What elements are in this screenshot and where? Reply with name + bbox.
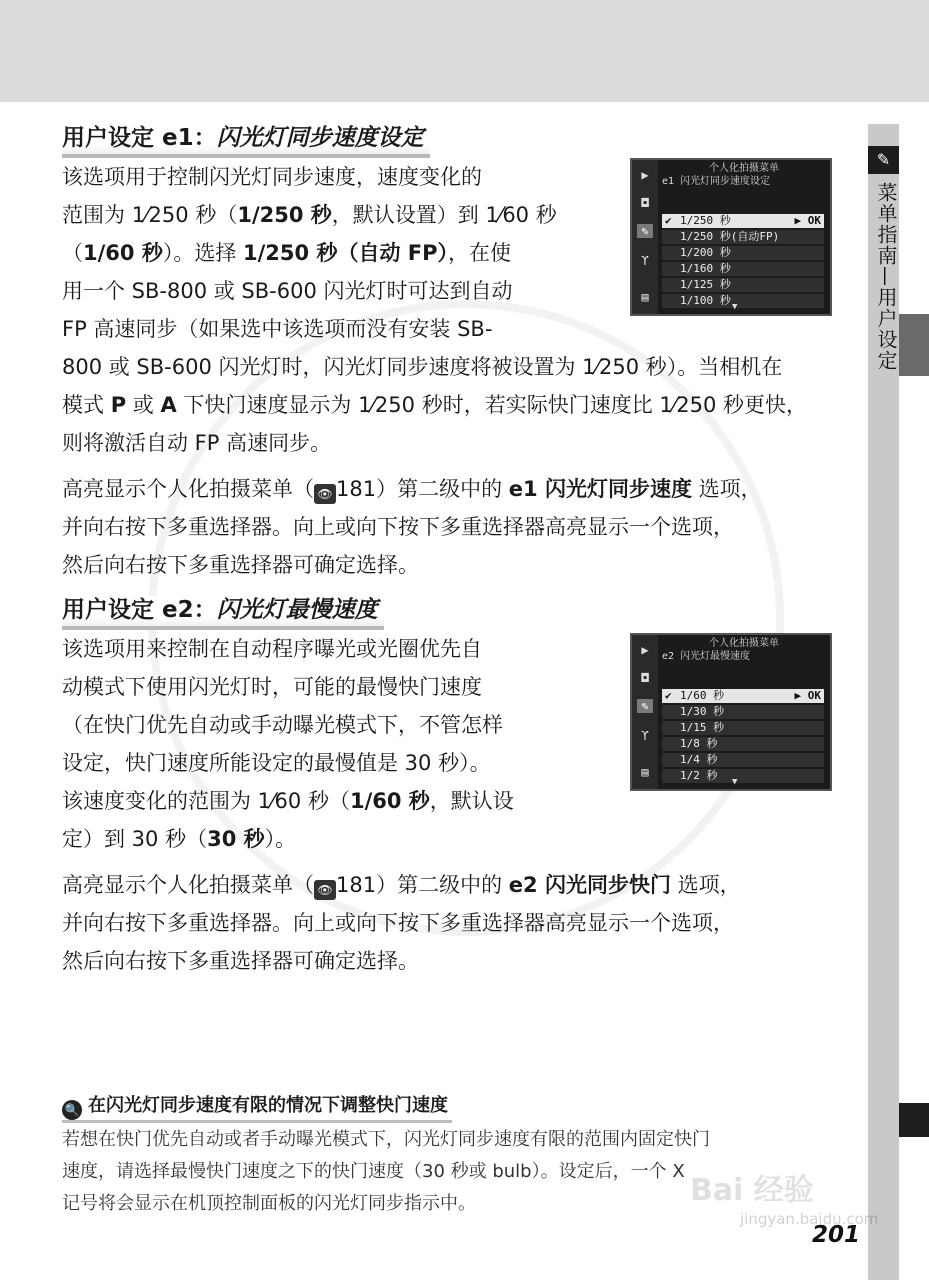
heading-title: 闪光灯最慢速度 xyxy=(216,597,378,623)
screen-title: 个人化拍摄菜单 xyxy=(709,163,779,174)
option-item[interactable]: 1/8 秒 xyxy=(662,737,824,751)
option-item[interactable]: 1/2 秒 xyxy=(662,769,824,783)
text-line: 范围为 1⁄250 秒（1/250 秒，默认设置）到 1⁄60 秒 xyxy=(62,203,557,227)
camera-menu-screen-e1 xyxy=(630,158,832,316)
option-item[interactable]: ✔ 1/250 秒 ▶ OK xyxy=(662,214,824,228)
option-item[interactable]: 1/250 秒(自动FP) xyxy=(662,230,824,244)
text-line: 该选项用于控制闪光灯同步速度，速度变化的 xyxy=(62,165,482,189)
screen-title: 个人化拍摄菜单 xyxy=(709,638,779,649)
text-line: FP 高速同步（如果选中该选项而没有安装 SB- xyxy=(62,317,493,341)
option-item[interactable]: 1/125 秒 xyxy=(662,278,824,292)
scroll-down-icon: ▼ xyxy=(732,302,738,312)
magnifier-icon: 🔍 xyxy=(62,1100,82,1120)
text-line: 并向右按下多重选择器。向上或向下按下多重选择器高亮显示一个选项， xyxy=(62,911,734,935)
section-heading-e2 xyxy=(62,596,384,630)
text-line: 高亮显示个人化拍摄菜单（ 👁 181）第二级中的 e1 闪光灯同步速度 选项， xyxy=(62,470,862,508)
paragraph-e1-intro xyxy=(62,158,582,348)
text-line: 定）到 30 秒（30 秒）。 xyxy=(62,827,297,851)
text-line: 设定，快门速度所能设定的最慢值是 30 秒）。 xyxy=(62,751,491,775)
paragraph-e2-intro xyxy=(62,630,582,858)
page-ref-icon: 👁 xyxy=(314,484,336,504)
option-item[interactable]: 1/200 秒 xyxy=(662,246,824,260)
option-list xyxy=(662,689,824,785)
text-line: 然后向右按下多重选择器可确定选择。 xyxy=(62,553,419,577)
check-icon: ✔ xyxy=(665,214,672,227)
scroll-down-icon: ▼ xyxy=(732,777,738,787)
screen-subtitle: e1 闪光灯同步速度设定 xyxy=(662,176,771,187)
text-line: 用一个 SB-800 或 SB-600 闪光灯时可达到自动 xyxy=(62,279,513,303)
tip-title: 在闪光灯同步速度有限的情况下调整快门速度 xyxy=(88,1095,448,1116)
text-line: 则将激活自动 FP 高速同步。 xyxy=(62,431,332,455)
heading-colon: ： xyxy=(193,125,217,151)
paragraph-e1-cont xyxy=(62,348,862,462)
text-line: 然后向右按下多重选择器可确定选择。 xyxy=(62,949,419,973)
text-line: 模式 P 或 A 下快门速度显示为 1⁄250 秒时，若实际快门速度比 1⁄250 秒更快， xyxy=(62,393,807,417)
menu-rail xyxy=(632,635,658,789)
paragraph-e2-howto xyxy=(62,866,862,980)
text-line: 记号将会显示在机顶控制面板的闪光灯同步指示中。 xyxy=(62,1193,476,1214)
pencil-icon: ✎ xyxy=(637,224,653,238)
top-banner xyxy=(0,0,929,102)
text-line: 动模式下使用闪光灯时，可能的最慢快门速度 xyxy=(62,675,482,699)
text-line: 若想在快门优先自动或者手动曝光模式下，闪光灯同步速度有限的范围内固定快门 xyxy=(62,1129,710,1150)
camera-icon: ◘ xyxy=(641,671,649,685)
list-icon: ▤ xyxy=(641,765,649,779)
list-icon: ▤ xyxy=(641,290,649,304)
ok-label: ▶ OK xyxy=(794,214,821,227)
camera-menu-screen-e2 xyxy=(630,633,832,791)
check-icon: ✔ xyxy=(665,689,672,702)
wrench-icon: ϒ xyxy=(641,254,649,268)
pencil-icon: ✎ xyxy=(637,699,653,713)
heading-colon: ： xyxy=(193,597,217,623)
heading-prefix: 用户设定 e2 xyxy=(62,597,194,623)
section-sidebar xyxy=(868,124,899,1280)
text-line: 该速度变化的范围为 1⁄60 秒（1/60 秒，默认设 xyxy=(62,789,514,813)
text-line: 速度，请选择最慢快门速度之下的快门速度（30 秒或 bulb）。设定后，一个 X xyxy=(62,1161,685,1182)
edge-tab xyxy=(899,1103,929,1137)
wrench-icon: ϒ xyxy=(641,729,649,743)
section-heading-e1 xyxy=(62,124,430,158)
option-item[interactable]: 1/100 秒 xyxy=(662,294,824,308)
menu-rail xyxy=(632,160,658,314)
paragraph-e1-howto xyxy=(62,470,862,584)
option-item[interactable]: 1/15 秒 xyxy=(662,721,824,735)
option-item[interactable]: 1/4 秒 xyxy=(662,753,824,767)
text-line: 高亮显示个人化拍摄菜单（ 👁 181）第二级中的 e2 闪光同步快门 选项， xyxy=(62,866,862,904)
option-item[interactable]: 1/160 秒 xyxy=(662,262,824,276)
option-item[interactable]: 1/30 秒 xyxy=(662,705,824,719)
watermark-url: jingyan.baidu.com xyxy=(740,1210,879,1228)
pencil-icon: ✎ xyxy=(868,146,899,174)
text-line: （在快门优先自动或手动曝光模式下，不管怎样 xyxy=(62,713,503,737)
playback-icon: ▶ xyxy=(641,168,649,182)
text-line: 800 或 SB-600 闪光灯时，闪光灯同步速度将被设置为 1⁄250 秒）。当相机在 xyxy=(62,355,783,379)
option-item[interactable]: ✔ 1/60 秒 ▶ OK xyxy=(662,689,824,703)
text-line: 该选项用来控制在自动程序曝光或光圈优先自 xyxy=(62,637,482,661)
text-line: （1/60 秒）。选择 1/250 秒（自动 FP），在使 xyxy=(62,241,511,265)
camera-icon: ◘ xyxy=(641,196,649,210)
tip-heading xyxy=(62,1093,452,1123)
playback-icon: ▶ xyxy=(641,643,649,657)
sidebar-label: 菜单指南—用户设定 xyxy=(874,182,898,371)
ok-label: ▶ OK xyxy=(794,689,821,702)
page-number: 201 xyxy=(812,1222,861,1248)
edge-tab xyxy=(899,314,929,376)
screen-subtitle: e2 闪光灯最慢速度 xyxy=(662,651,751,662)
heading-title: 闪光灯同步速度设定 xyxy=(216,125,424,151)
heading-prefix: 用户设定 e1 xyxy=(62,125,194,151)
watermark-logo: Bai 经验 xyxy=(690,1173,814,1208)
option-list xyxy=(662,214,824,310)
page-ref-icon: 👁 xyxy=(314,880,336,900)
text-line: 并向右按下多重选择器。向上或向下按下多重选择器高亮显示一个选项， xyxy=(62,515,734,539)
